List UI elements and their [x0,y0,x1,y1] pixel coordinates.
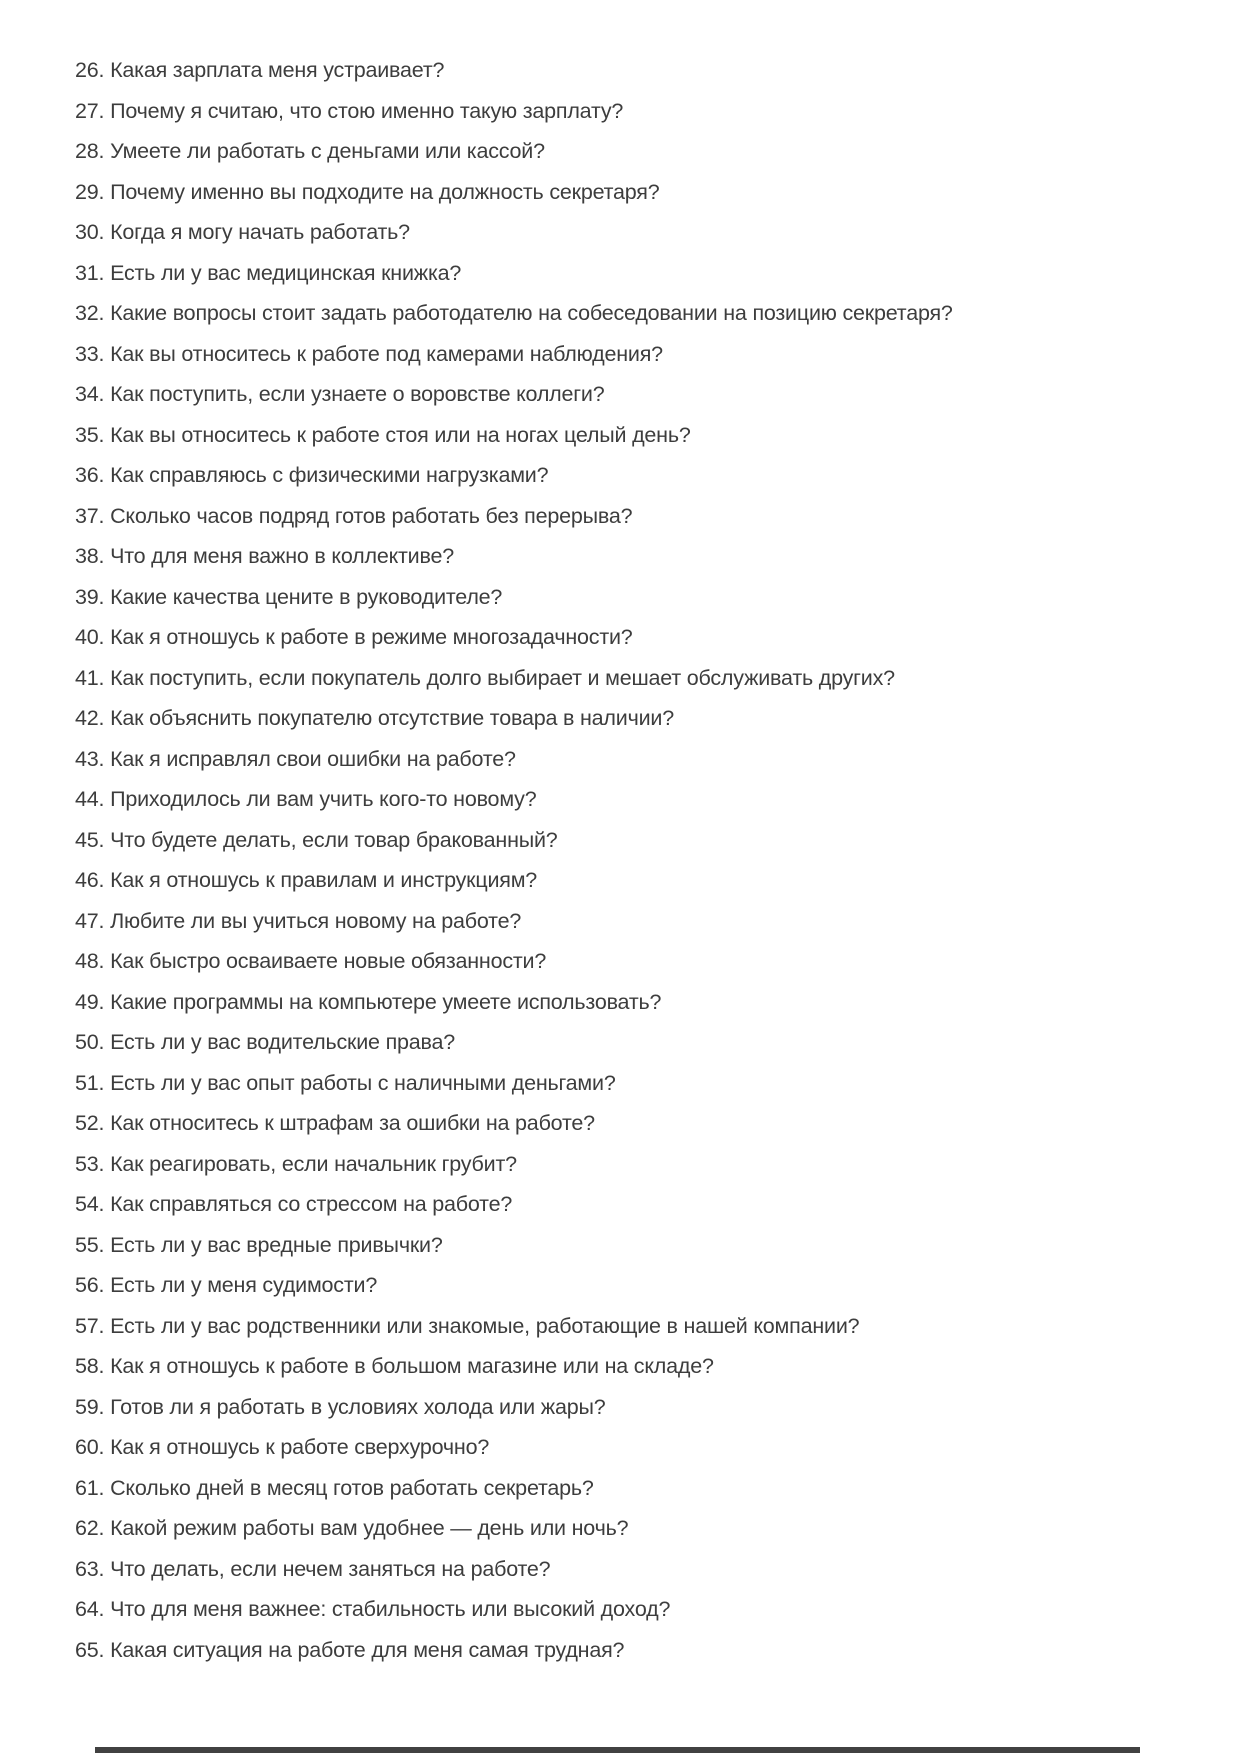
question-text: Есть ли у меня судимости? [110,1273,378,1297]
question-text: Как справляться со стрессом на работе? [110,1192,513,1216]
question-number: 31. [75,260,105,285]
question-item [75,415,1199,456]
question-item [75,1103,1199,1144]
question-number: 30. [75,220,105,244]
question-item [75,820,1199,861]
question-number: 58. [75,1354,105,1378]
question-item [75,536,1199,577]
question-text: Как справляюсь с физическими нагрузками? [110,463,549,487]
question-item [75,658,1199,699]
question-text: Какая ситуация на работе для меня самая трудная? [110,1637,625,1662]
question-item [75,901,1199,942]
question-item [75,1468,1199,1509]
question-number: 28. [75,139,105,163]
question-text: Почему именно вы подходите на должность секретаря? [110,179,660,204]
question-item [75,1022,1199,1063]
question-item [75,1427,1199,1468]
question-item [75,1630,1199,1671]
question-text: Есть ли у вас вредные привычки? [110,1232,443,1257]
question-text: Сколько дней в месяц готов работать секретарь? [110,1475,594,1500]
question-text: Есть ли у вас медицинская книжка? [110,260,462,285]
question-text: Какие качества цените в руководителе? [110,584,503,609]
question-list [75,50,1199,1670]
question-number: 43. [75,746,105,771]
question-text: Как поступить, если покупатель долго выбирает и мешает обслуживать других? [110,665,895,690]
question-number: 61. [75,1475,105,1500]
question-item [75,50,1199,91]
question-item [75,577,1199,618]
question-text: Как поступить, если узнаете о воровстве коллеги? [110,382,605,406]
question-text: Что для меня важнее: стабильность или высокий доход? [110,1597,671,1621]
question-item [75,91,1199,132]
question-item [75,1144,1199,1185]
question-text: Приходилось ли вам учить кого-то новому? [110,787,537,811]
question-item [75,172,1199,213]
question-item [75,1265,1199,1306]
question-item [75,496,1199,537]
question-number: 40. [75,625,105,649]
question-text: Как я исправлял свои ошибки на работе? [110,746,516,771]
question-item [75,779,1199,820]
question-number: 42. [75,706,105,730]
question-item [75,982,1199,1023]
question-item [75,1346,1199,1387]
question-number: 41. [75,665,105,690]
question-item [75,1063,1199,1104]
question-text: Как относитесь к штрафам за ошибки на работе? [110,1111,595,1135]
question-item [75,334,1199,375]
question-text: Как я отношусь к работе в режиме многозадачности? [110,625,633,649]
question-text: Когда я могу начать работать? [110,220,410,244]
question-number: 56. [75,1273,105,1297]
question-item [75,293,1199,334]
question-number: 35. [75,422,105,447]
question-item [75,131,1199,172]
question-number: 46. [75,868,105,892]
question-number: 27. [75,98,105,123]
question-text: Умеете ли работать с деньгами или кассой? [110,139,545,163]
question-number: 37. [75,503,105,528]
question-text: Как объяснить покупателю отсутствие товара в наличии? [110,706,674,730]
question-item [75,1387,1199,1428]
question-number: 65. [75,1637,105,1662]
question-text: Что для меня важно в коллективе? [110,544,454,568]
question-number: 49. [75,989,105,1014]
question-number: 44. [75,787,105,811]
question-text: Есть ли у вас родственники или знакомые, работающие в нашей компании? [110,1313,860,1338]
question-text: Есть ли у вас водительские права? [110,1030,456,1054]
question-number: 38. [75,544,105,568]
question-item [75,1508,1199,1549]
question-text: Какая зарплата меня устраивает? [110,58,445,82]
question-number: 48. [75,949,105,973]
question-item [75,617,1199,658]
question-text: Как вы относитесь к работе под камерами наблюдения? [110,341,663,366]
question-item [75,860,1199,901]
question-text: Что делать, если нечем заняться на работе? [110,1556,551,1581]
question-text: Что будете делать, если товар бракованный? [110,827,558,852]
question-number: 64. [75,1597,105,1621]
question-number: 57. [75,1313,105,1338]
question-text: Какие программы на компьютере умеете использовать? [110,989,662,1014]
question-item [75,253,1199,294]
question-item [75,941,1199,982]
question-text: Любите ли вы учиться новому на работе? [110,908,522,933]
question-item [75,739,1199,780]
question-number: 47. [75,908,105,933]
question-item [75,374,1199,415]
question-number: 60. [75,1435,105,1459]
question-item [75,1225,1199,1266]
question-text: Есть ли у вас опыт работы с наличными деньгами? [110,1070,616,1095]
truncated-text-line [95,1747,1140,1753]
question-text: Готов ли я работать в условиях холода или жары? [110,1394,606,1419]
question-number: 51. [75,1070,105,1095]
question-number: 45. [75,827,105,852]
question-number: 62. [75,1516,105,1540]
question-item [75,1589,1199,1630]
question-number: 52. [75,1111,105,1135]
question-number: 55. [75,1232,105,1257]
question-text: Как вы относитесь к работе стоя или на ногах целый день? [110,422,691,447]
question-number: 34. [75,382,105,406]
question-number: 32. [75,301,105,325]
question-item [75,212,1199,253]
question-text: Почему я считаю, что стою именно такую зарплату? [110,98,624,123]
question-text: Какие вопросы стоит задать работодателю на собеседовании на позицию секретаря? [110,301,953,325]
question-item [75,698,1199,739]
question-item [75,1184,1199,1225]
question-number: 63. [75,1556,105,1581]
question-text: Как я отношусь к правилам и инструкциям? [110,868,538,892]
question-item [75,455,1199,496]
question-number: 36. [75,463,105,487]
question-text: Какой режим работы вам удобнее — день или ночь? [110,1516,629,1540]
question-text: Как быстро осваиваете новые обязанности? [110,949,547,973]
question-number: 29. [75,179,105,204]
question-number: 39. [75,584,105,609]
question-text: Сколько часов подряд готов работать без перерыва? [110,503,633,528]
question-number: 33. [75,341,105,366]
question-number: 26. [75,58,105,82]
question-number: 54. [75,1192,105,1216]
question-number: 50. [75,1030,105,1054]
question-item [75,1306,1199,1347]
question-item [75,1549,1199,1590]
question-text: Как реагировать, если начальник грубит? [110,1151,517,1176]
question-text: Как я отношусь к работе в большом магазине или на складе? [110,1354,714,1378]
question-text: Как я отношусь к работе сверхурочно? [110,1435,490,1459]
question-number: 53. [75,1151,105,1176]
question-number: 59. [75,1394,105,1419]
